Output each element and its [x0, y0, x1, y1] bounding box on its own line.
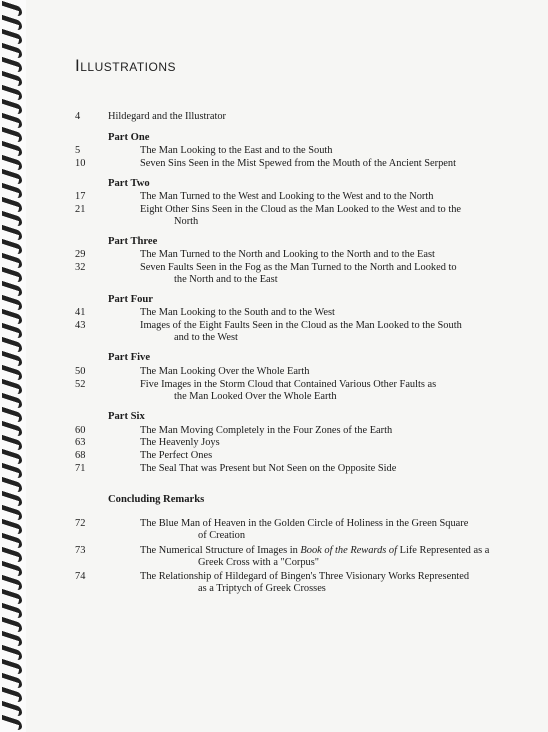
section-heading: Part One — [108, 132, 150, 143]
entry-title: The Man Looking Over the Whole Earth — [140, 366, 310, 377]
entry-title-part: Life Represented as a — [397, 545, 490, 556]
entry-title: Images of the Eight Faults Seen in the Cloud as the Man Looked to the South — [140, 320, 462, 331]
entry-title: The Blue Man of Heaven in the Golden Circle of Holiness in the Green Square — [140, 518, 469, 529]
entry-page-number: 10 — [75, 158, 86, 169]
section-heading: Part Six — [108, 411, 145, 422]
entry-page-number: 41 — [75, 307, 86, 318]
entry-title: The Man Looking to the South and to the West — [140, 307, 335, 318]
entry-page-number: 52 — [75, 379, 86, 390]
entry-title-continued: Greek Cross with a "Corpus" — [198, 557, 320, 568]
entry-page-number: 60 — [75, 425, 86, 436]
entry-page-number: 29 — [75, 249, 86, 260]
entry-page-number: 63 — [75, 437, 86, 448]
entry-title-continued: North — [174, 216, 199, 227]
entry-page-number: 32 — [75, 262, 86, 273]
entry-page-number: 71 — [75, 463, 86, 474]
entry-title-continued: as a Triptych of Greek Crosses — [198, 583, 326, 594]
entry-title-continued: the Man Looked Over the Whole Earth — [174, 391, 337, 402]
entry-title: The Man Looking to the East and to the South — [140, 145, 333, 156]
entry-title: Seven Faults Seen in the Fog as the Man Turned to the North and Looked to — [140, 262, 457, 273]
entry-title: The Man Moving Completely in the Four Zones of the Earth — [140, 425, 393, 436]
entry-title-part: The Numerical Structure of Images in — [140, 545, 301, 556]
entry-title: Hildegard and the Illustrator — [108, 111, 227, 122]
page-title: Illustrations — [75, 56, 177, 75]
entry-title: Five Images in the Storm Cloud that Contained Various Other Faults as — [140, 379, 437, 390]
entry-title: The Man Turned to the North and Looking to the North and to the East — [140, 249, 435, 260]
spiral-binding — [0, 0, 26, 732]
book-title: Book of the Rewards of — [300, 545, 398, 556]
entry-title: The Man Turned to the West and Looking to the West and to the North — [140, 191, 434, 202]
entry-page-number: 74 — [75, 571, 86, 582]
entry-page-number: 43 — [75, 320, 86, 331]
entry-title — [140, 545, 489, 556]
entry-title: Eight Other Sins Seen in the Cloud as the Man Looked to the West and to the — [140, 204, 462, 215]
entry-page-number: 5 — [75, 145, 81, 156]
entry-page-number: 73 — [75, 545, 86, 556]
section-heading: Concluding Remarks — [108, 494, 205, 505]
entry-page-number: 72 — [75, 518, 86, 529]
entry-title-continued: and to the West — [174, 332, 238, 343]
entry-title-continued: the North and to the East — [174, 274, 278, 285]
entry-page-number: 21 — [75, 204, 86, 215]
section-heading: Part Three — [108, 236, 158, 247]
section-heading: Part Five — [108, 352, 151, 363]
entry-title: The Heavenly Joys — [140, 437, 220, 448]
entry-page-number: 68 — [75, 450, 86, 461]
section-heading: Part Two — [108, 178, 150, 189]
section-heading: Part Four — [108, 294, 154, 305]
entry-title-continued: of Creation — [198, 530, 246, 541]
binding-coil — [2, 715, 22, 731]
entry-title: The Relationship of Hildegard of Bingen's Three Visionary Works Represented — [140, 571, 470, 582]
entry-title: The Seal That was Present but Not Seen on the Opposite Side — [140, 463, 397, 474]
entry-page-number: 4 — [75, 111, 81, 122]
entry-title: Seven Sins Seen in the Mist Spewed from the Mouth of the Ancient Serpent — [140, 158, 457, 169]
entry-title: The Perfect Ones — [140, 450, 213, 461]
entry-page-number: 50 — [75, 366, 86, 377]
entry-page-number: 17 — [75, 191, 86, 202]
